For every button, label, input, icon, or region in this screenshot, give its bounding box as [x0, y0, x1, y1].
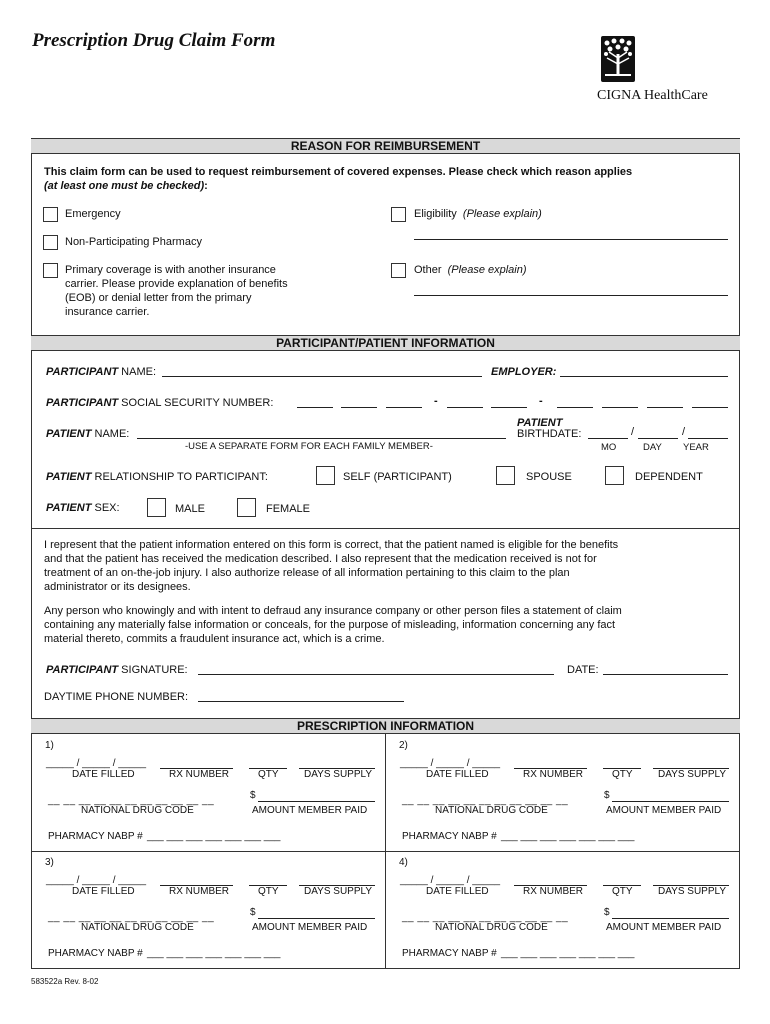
rx-3-amount-field[interactable]	[258, 918, 375, 919]
employer-label: EMPLOYER:	[491, 366, 557, 378]
spouse-label: SPOUSE	[526, 471, 572, 483]
rx-4-nabp-field[interactable]: ___ ___ ___ ___ ___ ___ ___	[501, 948, 635, 959]
dependent-checkbox[interactable]	[605, 466, 624, 485]
primary-coverage-label-1: Primary coverage is with another insurance	[65, 264, 276, 276]
reason-heading: REASON FOR REIMBURSEMENT	[31, 138, 740, 154]
ssn-dash-2: -	[539, 395, 543, 407]
rx-3-ndc-field[interactable]: __ __ __ __ __ __ __ __ __ __ __	[48, 912, 215, 923]
eligibility-checkbox[interactable]	[391, 207, 406, 222]
prescription-row-divider	[31, 851, 740, 852]
phone-label: DAYTIME PHONE NUMBER:	[44, 691, 189, 703]
patient-name-label: PATIENT NAME:	[46, 428, 130, 440]
birth-slash-2: /	[682, 426, 686, 438]
ssn-digit-6[interactable]	[557, 407, 593, 408]
signature-field[interactable]	[198, 674, 554, 675]
rx-2-nabp-field[interactable]: ___ ___ ___ ___ ___ ___ ___	[501, 831, 635, 842]
ssn-dash-1: -	[434, 395, 438, 407]
female-checkbox[interactable]	[237, 498, 256, 517]
rx-3-ndc-label: NATIONAL DRUG CODE	[81, 922, 194, 933]
separate-form-note: -USE A SEPARATE FORM FOR EACH FAMILY MEMBER-	[185, 441, 433, 452]
rx-block-2-number: 2)	[399, 740, 408, 751]
rx-1-dollar-sign: $	[250, 790, 256, 801]
participant-heading: PARTICIPANT/PATIENT INFORMATION	[31, 335, 740, 351]
mo-label: MO	[601, 442, 617, 453]
rx-1-qty-label: QTY	[258, 769, 279, 780]
signature-label: PARTICIPANT SIGNATURE:	[46, 664, 188, 676]
rx-1-nabp-field[interactable]: ___ ___ ___ ___ ___ ___ ___	[147, 831, 281, 842]
rx-2-amount-label: AMOUNT MEMBER PAID	[606, 805, 722, 816]
self-label: SELF (PARTICIPANT)	[343, 471, 452, 483]
patient-birthdate-label-top: PATIENT	[517, 417, 563, 429]
ssn-digit-8[interactable]	[647, 407, 683, 408]
ssn-digit-4[interactable]	[447, 407, 483, 408]
rx-3-dollar-sign: $	[250, 907, 256, 918]
rx-1-amount-label: AMOUNT MEMBER PAID	[252, 805, 368, 816]
sex-label: PATIENT SEX:	[46, 502, 120, 514]
primary-coverage-label-2: carrier. Please provide explanation of benefits	[65, 278, 288, 290]
tree-logo-icon	[601, 36, 635, 82]
male-checkbox[interactable]	[147, 498, 166, 517]
non-participating-label: Non-Participating Pharmacy	[65, 236, 202, 248]
eligibility-label: Eligibility (Please explain)	[414, 208, 542, 220]
emergency-checkbox[interactable]	[43, 207, 58, 222]
rx-4-nabp-label: PHARMACY NABP #	[402, 948, 497, 959]
rx-4-dollar-sign: $	[604, 907, 610, 918]
rx-2-ndc-field[interactable]: __ __ __ __ __ __ __ __ __ __ __	[402, 795, 569, 806]
employer-field[interactable]	[560, 376, 728, 377]
eligibility-explain-field[interactable]	[414, 239, 728, 240]
rx-3-nabp-label: PHARMACY NABP #	[48, 948, 143, 959]
rx-1-days-supply-label: DAYS SUPPLY	[304, 769, 372, 780]
rx-3-date-filled-label: DATE FILLED	[72, 886, 135, 897]
dependent-label: DEPENDENT	[635, 471, 703, 483]
participant-name-field[interactable]	[162, 376, 482, 377]
male-label: MALE	[175, 503, 205, 515]
certification-text: I represent that the patient information entered on this form is correct, that the patient named is eligible for the benefits and that the patient has received the medication described. I also represent that the medication received is not for treatment of an on-the-job injury. I also authorize release of all information pertaining to this claim to the plan administrator or its designees.	[44, 539, 619, 593]
rx-2-days-supply-label: DAYS SUPPLY	[658, 769, 726, 780]
reason-intro: This claim form can be used to request reimbursement of covered expenses. Please check which reason applies	[44, 166, 633, 178]
prescription-heading: PRESCRIPTION INFORMATION	[31, 718, 740, 734]
rx-3-nabp-field[interactable]: ___ ___ ___ ___ ___ ___ ___	[147, 948, 281, 959]
relationship-label: PATIENT RELATIONSHIP TO PARTICIPANT:	[46, 471, 268, 483]
rx-3-amount-label: AMOUNT MEMBER PAID	[252, 922, 368, 933]
ssn-digit-7[interactable]	[602, 407, 638, 408]
primary-coverage-label-3: (EOB) or denial letter from the primary	[65, 292, 252, 304]
rx-4-rx-number-label: RX NUMBER	[523, 886, 584, 897]
section-divider	[31, 528, 740, 529]
signature-date-field[interactable]	[603, 674, 728, 675]
reason-intro-2: (at least one must be checked):	[44, 180, 208, 192]
rx-4-amount-field[interactable]	[612, 918, 729, 919]
day-label: DAY	[643, 442, 662, 453]
birthdate-label: BIRTHDATE:	[517, 428, 582, 440]
form-code: 583522a Rev. 8-02	[31, 977, 99, 986]
self-checkbox[interactable]	[316, 466, 335, 485]
rx-2-rx-number-label: RX NUMBER	[523, 769, 584, 780]
rx-2-date-filled-label: DATE FILLED	[426, 769, 489, 780]
rx-1-nabp-label: PHARMACY NABP #	[48, 831, 143, 842]
rx-2-dollar-sign: $	[604, 790, 610, 801]
rx-4-ndc-field[interactable]: __ __ __ __ __ __ __ __ __ __ __	[402, 912, 569, 923]
year-label: YEAR	[683, 442, 709, 453]
non-participating-checkbox[interactable]	[43, 235, 58, 250]
rx-4-qty-label: QTY	[612, 886, 633, 897]
rx-3-date-field[interactable]: _____ / _____ / _____	[46, 875, 147, 886]
participant-name-label: PARTICIPANT NAME:	[46, 366, 157, 378]
ssn-digit-1[interactable]	[297, 407, 333, 408]
birth-slash-1: /	[631, 426, 635, 438]
patient-name-field[interactable]	[137, 438, 506, 439]
birth-day-field[interactable]	[638, 438, 678, 439]
ssn-digit-2[interactable]	[341, 407, 377, 408]
rx-4-date-filled-label: DATE FILLED	[426, 886, 489, 897]
rx-block-1-number: 1)	[45, 740, 54, 751]
rx-block-4-number: 4)	[399, 857, 408, 868]
birth-year-field[interactable]	[688, 438, 728, 439]
birth-month-field[interactable]	[588, 438, 628, 439]
rx-2-nabp-label: PHARMACY NABP #	[402, 831, 497, 842]
rx-4-date-field[interactable]: _____ / _____ / _____	[400, 875, 501, 886]
phone-field[interactable]	[198, 701, 404, 702]
date-label: DATE:	[567, 664, 599, 676]
rx-2-amount-field[interactable]	[612, 801, 729, 802]
rx-3-qty-label: QTY	[258, 886, 279, 897]
rx-1-rx-number-label: RX NUMBER	[169, 769, 230, 780]
other-label: Other (Please explain)	[414, 264, 527, 276]
ssn-digit-9[interactable]	[692, 407, 728, 408]
fraud-warning-text: Any person who knowingly and with intent to defraud any insurance company or other person files a statement of claim containing any materially false information or conceals, for the purpose of misleading, information concerning any fact material thereto, commits a fraudulent insurance act, which is a crime.	[44, 605, 622, 645]
rx-1-date-field[interactable]: _____ / _____ / _____	[46, 758, 147, 769]
rx-1-date-filled-label: DATE FILLED	[72, 769, 135, 780]
rx-4-amount-label: AMOUNT MEMBER PAID	[606, 922, 722, 933]
form-title: Prescription Drug Claim Form	[32, 30, 276, 51]
primary-coverage-label-4: insurance carrier.	[65, 306, 150, 318]
rx-block-3-number: 3)	[45, 857, 54, 868]
female-label: FEMALE	[266, 503, 311, 515]
other-checkbox[interactable]	[391, 263, 406, 278]
spouse-checkbox[interactable]	[496, 466, 515, 485]
rx-1-amount-field[interactable]	[258, 801, 375, 802]
rx-1-ndc-field[interactable]: __ __ __ __ __ __ __ __ __ __ __	[48, 795, 215, 806]
rx-2-date-field[interactable]: _____ / _____ / _____	[400, 758, 501, 769]
rx-4-ndc-label: NATIONAL DRUG CODE	[435, 922, 548, 933]
rx-2-qty-label: QTY	[612, 769, 633, 780]
primary-coverage-checkbox[interactable]	[43, 263, 58, 278]
rx-3-rx-number-label: RX NUMBER	[169, 886, 230, 897]
ssn-digit-3[interactable]	[386, 407, 422, 408]
rx-1-ndc-label: NATIONAL DRUG CODE	[81, 805, 194, 816]
emergency-label: Emergency	[65, 208, 121, 220]
ssn-digit-5[interactable]	[491, 407, 527, 408]
other-explain-field[interactable]	[414, 295, 728, 296]
ssn-label: PARTICIPANT SOCIAL SECURITY NUMBER:	[46, 397, 274, 409]
rx-3-days-supply-label: DAYS SUPPLY	[304, 886, 372, 897]
rx-4-days-supply-label: DAYS SUPPLY	[658, 886, 726, 897]
rx-2-ndc-label: NATIONAL DRUG CODE	[435, 805, 548, 816]
